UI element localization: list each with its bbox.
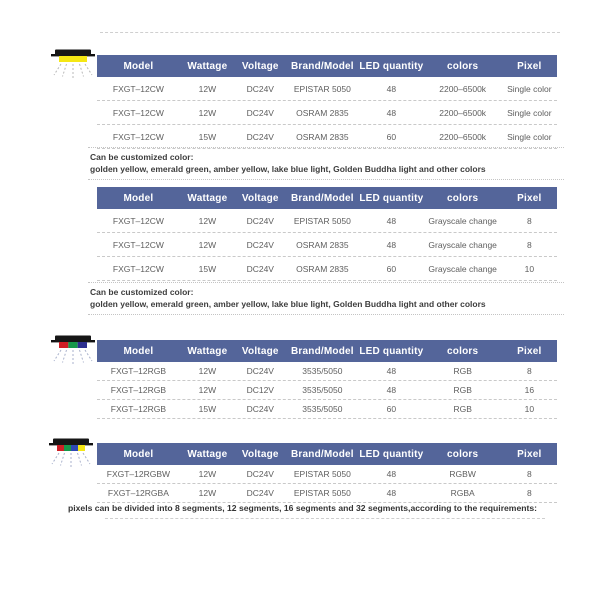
customized-color-note bbox=[88, 282, 564, 315]
table-cell: 48 bbox=[386, 83, 397, 94]
table-cell: 3535/5050 bbox=[302, 404, 343, 414]
table-cell: 12W bbox=[198, 239, 217, 250]
column-header: Wattage bbox=[187, 345, 228, 357]
table-row bbox=[97, 484, 557, 503]
table-row bbox=[97, 465, 557, 484]
table-row bbox=[97, 125, 557, 149]
table-cell: 15W bbox=[198, 131, 217, 142]
table-cell: 60 bbox=[386, 263, 397, 274]
table-cell: 2200–6500k bbox=[439, 107, 487, 118]
column-header: Pixel bbox=[517, 60, 542, 72]
table-cell: 8 bbox=[526, 239, 532, 250]
table-cell: OSRAM 2835 bbox=[296, 239, 349, 250]
table-cell: 48 bbox=[386, 469, 397, 479]
column-header: colors bbox=[447, 60, 479, 72]
column-header: Model bbox=[123, 192, 154, 204]
table-cell: DC12V bbox=[246, 385, 274, 395]
table-cell: DC24V bbox=[246, 215, 274, 226]
bottom-divider bbox=[105, 518, 545, 519]
column-header: Wattage bbox=[187, 60, 228, 72]
column-header: Voltage bbox=[241, 345, 279, 357]
single-color-spec-table bbox=[97, 55, 557, 149]
table-cell: 2200–6500k bbox=[439, 83, 487, 94]
table-cell: 48 bbox=[386, 107, 397, 118]
top-divider bbox=[100, 32, 560, 33]
table-cell: EPISTAR 5050 bbox=[293, 488, 351, 498]
column-header: Brand/Model bbox=[290, 192, 354, 204]
table-cell: 2200–6500k bbox=[439, 131, 487, 142]
table-cell: EPISTAR 5050 bbox=[293, 469, 351, 479]
table-cell: 48 bbox=[386, 239, 397, 250]
column-header: Pixel bbox=[517, 192, 542, 204]
table-cell: RGB bbox=[453, 366, 472, 376]
table-row bbox=[97, 77, 557, 101]
table-cell: 60 bbox=[386, 404, 397, 414]
table-cell: FXGT–12RGB bbox=[110, 404, 167, 414]
table-row bbox=[97, 233, 557, 257]
table-cell: RGBW bbox=[449, 469, 476, 479]
table-cell: OSRAM 2835 bbox=[296, 107, 349, 118]
pixel-segments-note: pixels can be divided into 8 segments, 12 segments, 16 segments and 32 segments,according to the requirements: bbox=[68, 503, 537, 513]
column-header: Voltage bbox=[241, 448, 279, 460]
table-cell: FXGT–12RGB bbox=[110, 366, 167, 376]
column-header: LED quantity bbox=[359, 345, 424, 357]
table-cell: 3535/5050 bbox=[302, 366, 343, 376]
table-cell: 12W bbox=[198, 366, 217, 376]
table-row bbox=[97, 381, 557, 400]
table-cell: 12W bbox=[198, 385, 217, 395]
table-cell: 12W bbox=[198, 469, 217, 479]
table-cell: Grayscale change bbox=[428, 263, 497, 274]
table-cell: 48 bbox=[386, 488, 397, 498]
column-header: Model bbox=[123, 345, 154, 357]
table-cell: 8 bbox=[526, 366, 532, 376]
table-cell: 48 bbox=[386, 385, 397, 395]
rgb-led-bar-icon bbox=[51, 335, 95, 367]
note-line-1: Can be customized color: bbox=[90, 287, 194, 297]
table-cell: Grayscale change bbox=[428, 239, 497, 250]
column-header: colors bbox=[447, 345, 479, 357]
table-cell: DC24V bbox=[246, 239, 274, 250]
table-cell: DC24V bbox=[246, 83, 274, 94]
table-cell: 48 bbox=[386, 215, 397, 226]
table-cell: 12W bbox=[198, 83, 217, 94]
table-cell: FXGT–12CW bbox=[112, 83, 164, 94]
table-cell: DC24V bbox=[246, 469, 274, 479]
table-cell: Single color bbox=[507, 131, 552, 142]
table-header-row bbox=[97, 340, 557, 362]
table-cell: 16 bbox=[524, 385, 535, 395]
table-cell: 10 bbox=[524, 263, 535, 274]
note-line-1: Can be customized color: bbox=[90, 152, 194, 162]
table-header-row bbox=[97, 55, 557, 77]
table-cell: EPISTAR 5050 bbox=[293, 83, 351, 94]
table-cell: OSRAM 2835 bbox=[296, 263, 349, 274]
table-cell: 60 bbox=[386, 131, 397, 142]
table-cell: 12W bbox=[198, 488, 217, 498]
table-cell: Grayscale change bbox=[428, 215, 497, 226]
table-cell: 48 bbox=[386, 366, 397, 376]
column-header: Brand/Model bbox=[290, 60, 354, 72]
table-row bbox=[97, 101, 557, 125]
column-header: Wattage bbox=[187, 192, 228, 204]
grayscale-spec-table bbox=[97, 187, 557, 281]
table-cell: 8 bbox=[526, 215, 532, 226]
column-header: LED quantity bbox=[359, 60, 424, 72]
rgbw-led-bar-icon bbox=[49, 438, 93, 470]
table-cell: DC24V bbox=[246, 263, 274, 274]
table-cell: FXGT–12CW bbox=[112, 107, 164, 118]
column-header: Model bbox=[123, 60, 154, 72]
table-cell: EPISTAR 5050 bbox=[293, 215, 351, 226]
column-header: Voltage bbox=[241, 60, 279, 72]
rgb-spec-table bbox=[97, 340, 557, 419]
table-header-row bbox=[97, 187, 557, 209]
single-color-led-bar-icon bbox=[51, 49, 95, 81]
table-cell: 8 bbox=[526, 488, 532, 498]
table-cell: DC24V bbox=[246, 107, 274, 118]
table-header-row bbox=[97, 443, 557, 465]
table-row bbox=[97, 209, 557, 233]
table-cell: 10 bbox=[524, 404, 535, 414]
table-cell: 8 bbox=[526, 469, 532, 479]
table-cell: FXGT–12RGB bbox=[110, 385, 167, 395]
table-cell: DC24V bbox=[246, 404, 274, 414]
note-line-2: golden yellow, emerald green, amber yellow, lake blue light, Golden Buddha light and other colors bbox=[90, 299, 486, 309]
table-row bbox=[97, 362, 557, 381]
table-row bbox=[97, 400, 557, 419]
column-header: Brand/Model bbox=[290, 345, 354, 357]
rgbw-rgba-spec-table bbox=[97, 443, 557, 503]
table-cell: 3535/5050 bbox=[302, 385, 343, 395]
table-cell: FXGT–12CW bbox=[112, 215, 164, 226]
note-line-2: golden yellow, emerald green, amber yellow, lake blue light, Golden Buddha light and other colors bbox=[90, 164, 486, 174]
single-color-led-bar-icon bbox=[51, 49, 95, 81]
table-cell: FXGT–12CW bbox=[112, 131, 164, 142]
table-cell: DC24V bbox=[246, 488, 274, 498]
table-cell: Single color bbox=[507, 83, 552, 94]
table-cell: 15W bbox=[198, 404, 217, 414]
table-cell: DC24V bbox=[246, 131, 274, 142]
table-cell: FXGT–12RGBW bbox=[106, 469, 171, 479]
column-header: Pixel bbox=[517, 345, 542, 357]
customized-color-note bbox=[88, 147, 564, 180]
column-header: Brand/Model bbox=[290, 448, 354, 460]
table-cell: RGBA bbox=[450, 488, 475, 498]
table-row bbox=[97, 257, 557, 281]
column-header: LED quantity bbox=[359, 192, 424, 204]
table-cell: OSRAM 2835 bbox=[296, 131, 349, 142]
table-cell: RGB bbox=[453, 385, 472, 395]
column-header: Wattage bbox=[187, 448, 228, 460]
rgb-led-bar-icon bbox=[51, 335, 95, 367]
table-cell: 12W bbox=[198, 215, 217, 226]
table-cell: FXGT–12CW bbox=[112, 263, 164, 274]
table-cell: 15W bbox=[198, 263, 217, 274]
rgbw-led-bar-icon bbox=[49, 438, 93, 470]
column-header: Pixel bbox=[517, 448, 542, 460]
table-cell: FXGT–12CW bbox=[112, 239, 164, 250]
column-header: colors bbox=[447, 192, 479, 204]
table-cell: FXGT–12RGBA bbox=[107, 488, 169, 498]
column-header: LED quantity bbox=[359, 448, 424, 460]
column-header: Voltage bbox=[241, 192, 279, 204]
table-cell: 12W bbox=[198, 107, 217, 118]
table-cell: DC24V bbox=[246, 366, 274, 376]
table-cell: RGB bbox=[453, 404, 472, 414]
table-cell: Single color bbox=[507, 107, 552, 118]
column-header: Model bbox=[123, 448, 154, 460]
column-header: colors bbox=[447, 448, 479, 460]
